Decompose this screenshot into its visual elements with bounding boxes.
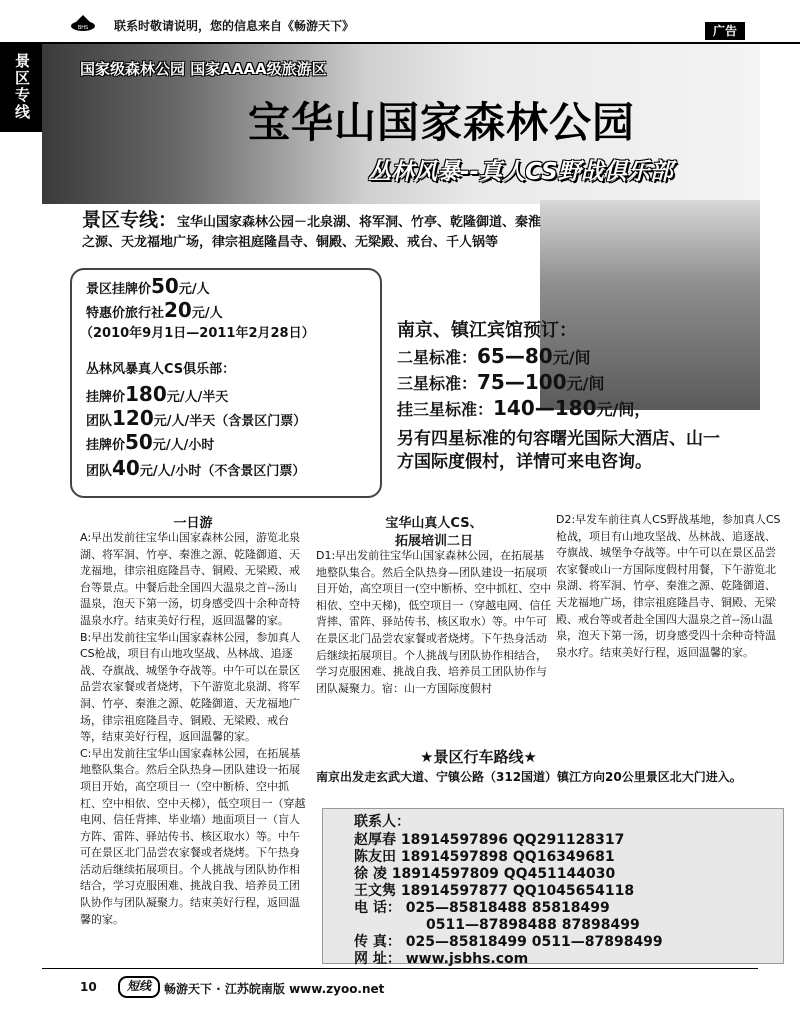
price-line-5: 挂牌价180元/人/半天 <box>86 382 229 406</box>
contact-phone-2: 0511—87898488 87898499 <box>426 917 640 933</box>
hotel-rate-3star: 三星标准：75—100元/间 <box>397 370 605 394</box>
price-line-7: 挂牌价50元/人/小时 <box>86 430 215 454</box>
day-trip-title: 一日游 <box>173 516 213 531</box>
page-number: 10 <box>80 980 97 994</box>
scenic-route-text: 宝华山国家森林公园－北泉湖、将军洞、竹亭、乾隆御道、秦淮之源、天龙福地广场，律宗祖庭隆昌寺、铜殿、无梁殿、戒台、千人锅等 <box>82 215 542 250</box>
contact-person-4: 王文隽 18914597877 QQ1045654118 <box>354 883 635 899</box>
hotel-rate-2star: 二星标准：65—80元/间 <box>397 344 591 368</box>
contact-website[interactable]: 网 址： www.jsbhs.com <box>354 951 529 967</box>
header-notice: 联系时敬请说明，您的信息来自《畅游天下》 <box>114 19 355 33</box>
svg-text:BHS: BHS <box>77 25 89 31</box>
day-trip-text: A:早出发前往宝华山国家森林公园，游览北泉湖、将军洞、竹亭、秦淮之源、乾隆御道、天龙福地，律宗祖庭隆昌寺、铜殿、无梁殿、戒台等景点。中餐后赴全国四大温泉之首--汤山温泉，泡天下第一汤，切身感受四十余种奇特温泉水疗。结束美好行程，返回温馨的家。 B:早出发前往宝华山国家森林公园，参加真人CS枪战，项目有山地攻坚战、丛林战、追逐战、夺旗战、城堡争夺战等。中午可以在景区品尝农家餐或者烧烤，下午游览北泉湖、将军洞、竹亭、秦淮之源、乾隆御道、天龙福地广场，律宗祖庭隆昌寺、铜殿、无梁殿、戒台等，结束美好行程，返回温馨的家。 C:早出发前往宝华山国家森林公园，在拓展基地整队集合。然后全队热身—团队建设一拓展项目开始，高空项目一（空中断桥、空中抓杠、空中相依、空中天梯），低空项目一（穿越电网、信任背摔、毕业墙）地面项目一（盲人方阵、雷阵、驿站传书、核区取水）等。中午可在景区北门品尝农家餐或者烧烤。下午热身活动后继续拓展项目。个人挑战与团队协作相结合，学习克服困难、挑战自我、培养员工团队协作与团队凝聚力。结束美好行程，返回温馨的家。 <box>80 531 306 926</box>
price-line-8: 团队40元/人/小时（不含景区门票） <box>86 456 306 480</box>
page-subtitle: 丛林风暴--真人CS野战俱乐部 <box>368 159 673 185</box>
publication-footer: 畅游天下 · 江苏皖南版 www.zyoo.net <box>164 982 385 996</box>
training-title-1: 宝华山真人CS、 <box>385 516 483 531</box>
bhs-logo <box>70 14 96 32</box>
scenic-route-label: 景区专线： <box>82 209 178 231</box>
price-line-1: 景区挂牌价50元/人 <box>86 274 210 298</box>
scenic-route <box>82 210 552 253</box>
contact-label: 联系人： <box>354 814 410 830</box>
training-day2-text: D2:早发车前往真人CS野战基地，参加真人CS枪战，项目有山地攻坚战、丛林战、追逐战、夺旗战、城堡争夺战等。中午可以在景区品尝农家餐或山一方国际度假村用餐，下午游览北泉湖、将军洞、竹亭、秦淮之源、乾隆御道、天龙福地广场，律宗祖庭隆昌寺、铜殿、无梁殿、戒台等或者赴全国四大温泉之首--汤山温泉，泡天下第一汤，切身感受四十余种奇特温泉水疗。结束美好行程，返回温馨的家。 <box>556 513 781 659</box>
contact-person-1: 赵厚春 18914597896 QQ291128317 <box>354 832 625 848</box>
footer-rule <box>42 968 758 969</box>
price-line-2: 特惠价旅行社20元/人 <box>86 298 223 322</box>
hotel-heading: 南京、镇江宾馆预订： <box>397 320 577 341</box>
training-day1-text: D1:早出发前往宝华山国家森林公园，在拓展基地整队集合。然后全队热身—团队建设一拓展项目开始，高空项目一(空中断桥、空中抓杠、空中相依、空中天梯)，低空项目一（穿越电网、信任背摔、雷阵、驿站传书、核区取水）等。中午可在景区北门品尝农家餐或者烧烤。下午热身活动后继续拓展项目。个人挑战与团队协作相结合，学习克服困难、挑战自我、培养员工团队协作与团队凝聚力。宿：山一方国际度假村 <box>316 549 552 695</box>
cs-club-heading: 丛林风暴真人CS俱乐部： <box>86 362 236 377</box>
training-title-2: 拓展培训二日 <box>394 534 473 549</box>
price-line-6: 团队120元/人/半天（含景区门票） <box>86 406 307 430</box>
page-title: 宝华山国家森林公园 <box>248 98 636 147</box>
hotel-rate-3star-plus: 挂三星标准：140—180元/间， <box>397 396 651 420</box>
banner-tagline: 国家级森林公园 国家AAAA级旅游区 <box>80 60 327 78</box>
contact-person-2: 陈友田 18914597898 QQ16349681 <box>354 849 615 865</box>
brand-badge: 短线 <box>118 976 160 998</box>
ad-tag: 广告 <box>705 22 745 40</box>
route-title: ★景区行车路线★ <box>420 748 537 766</box>
section-tab: 景区专线 <box>0 42 42 132</box>
hotel-note: 另有四星标准的句容曙光国际大酒店、山一方国际度假村，详情可来电咨询。 <box>397 429 720 472</box>
contact-phone: 电 话： 025—85818488 85818499 <box>354 900 610 916</box>
contact-fax: 传 真： 025—85818499 0511—87898499 <box>354 934 663 950</box>
price-period: （2010年9月1日—2011年2月28日） <box>80 326 315 341</box>
route-text: 南京出发走玄武大道、宁镇公路（312国道）镇江方向20公里景区北大门进入。 <box>316 770 742 784</box>
contact-person-3: 徐 凌 18914597809 QQ451144030 <box>354 866 616 882</box>
